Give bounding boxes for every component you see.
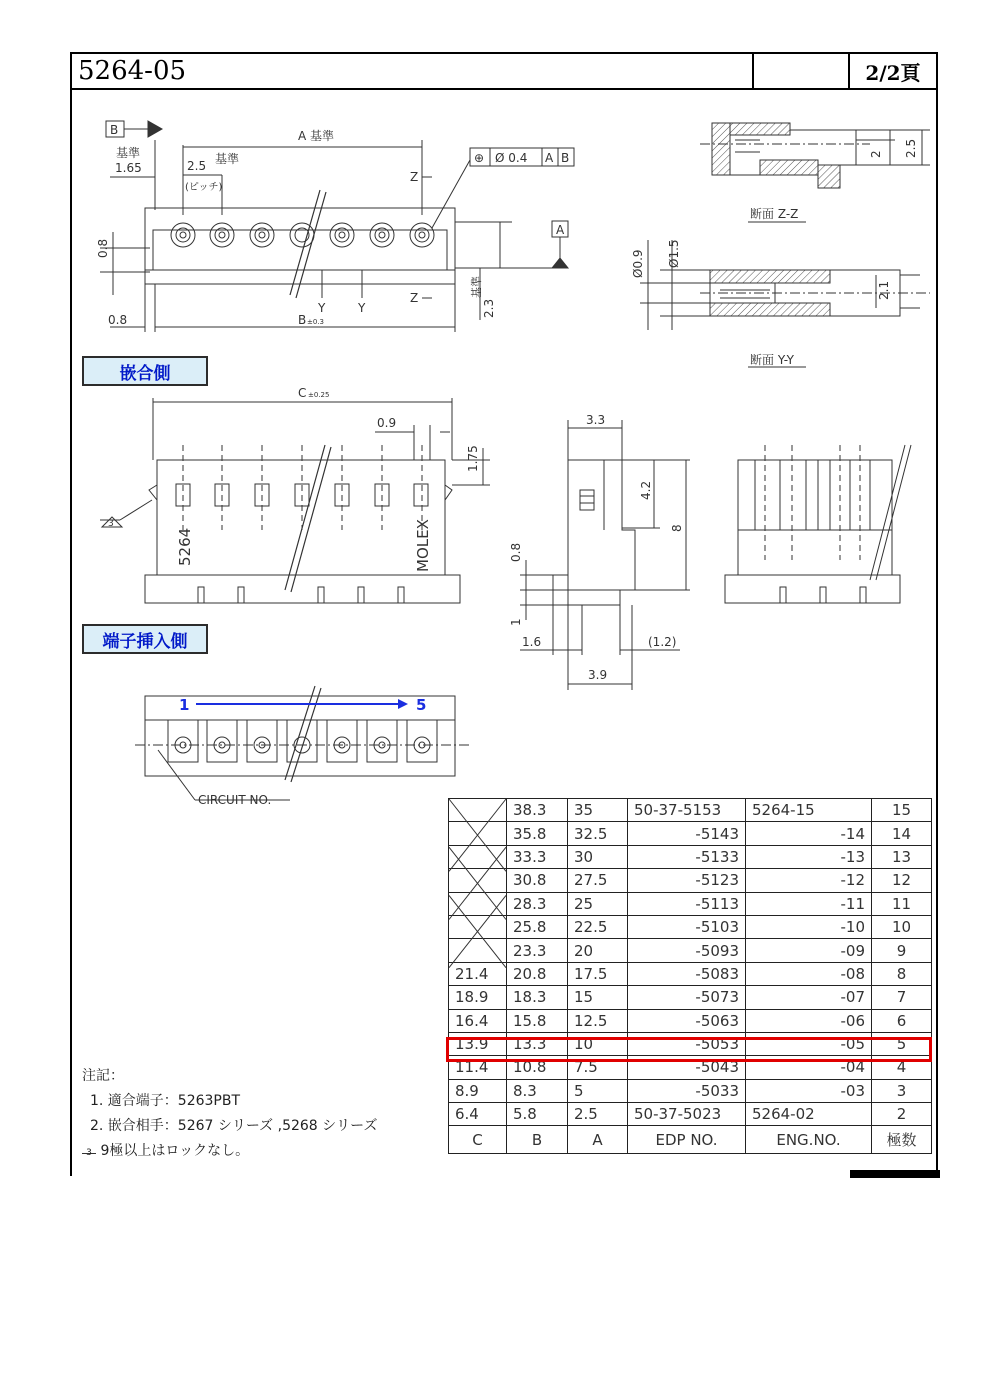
- circuit-first: 1: [179, 696, 190, 714]
- table-cell: 30.8: [507, 869, 568, 892]
- table-cell: 3: [872, 1079, 932, 1102]
- table-cell: 11.4: [449, 1056, 507, 1079]
- table-cell: -11: [746, 892, 872, 915]
- table-cell: 13.3: [507, 1032, 568, 1055]
- notes-block: [82, 1064, 377, 1164]
- table-cell: 32.5: [568, 822, 628, 845]
- table-cell: 8.9: [449, 1079, 507, 1102]
- table-cell: 12: [872, 869, 932, 892]
- note-3-triangle-icon: 3: [82, 1141, 96, 1154]
- section-y-right: Y: [358, 301, 366, 315]
- yy-dim-21: 2.1: [877, 280, 891, 300]
- dimension-table: [448, 798, 932, 1154]
- table-cell: 27.5: [568, 869, 628, 892]
- zz-caption: 断面 Z-Z: [750, 207, 799, 221]
- table-cell: 50-37-5153: [628, 799, 746, 822]
- table-cell: -12: [746, 869, 872, 892]
- zz-dim-25: 2.5: [904, 138, 918, 158]
- table-row: [449, 986, 932, 1009]
- table-cell: -08: [746, 962, 872, 985]
- dim-08-bottom: 0.8: [108, 313, 128, 327]
- table-cell: 7.5: [568, 1056, 628, 1079]
- dim-1-side: 1: [509, 618, 523, 626]
- table-row: [449, 1079, 932, 1102]
- table-cell: 5264-15: [746, 799, 872, 822]
- table-cell: [449, 799, 507, 822]
- note-2: 2. 嵌合相手：5267 シリーズ ,5268 シリーズ: [90, 1118, 378, 1134]
- table-cell: -05: [746, 1032, 872, 1055]
- table-cell: 18.3: [507, 986, 568, 1009]
- table-column-header: EDP NO.: [628, 1126, 746, 1154]
- table-cell: 38.3: [507, 799, 568, 822]
- table-cell: 33.3: [507, 845, 568, 868]
- table-cell: -14: [746, 822, 872, 845]
- tolerance-datum-b: B: [561, 151, 570, 165]
- table-column-header: C: [449, 1126, 507, 1154]
- yy-dim-15: Ø1.5: [667, 239, 681, 268]
- table-cell: [449, 892, 507, 915]
- page-number: 2/2頁: [865, 60, 921, 85]
- table-column-header: B: [507, 1126, 568, 1154]
- table-cell: 30: [568, 845, 628, 868]
- dim-a-label: A 基準: [298, 129, 335, 143]
- table-cell: 5: [872, 1032, 932, 1055]
- dim-09-front: 0.9: [377, 416, 397, 430]
- table-row: [449, 1103, 932, 1126]
- table-cell: 15: [872, 799, 932, 822]
- table-cell: 13.9: [449, 1032, 507, 1055]
- table-cell: -13: [746, 845, 872, 868]
- dim-42: 4.2: [639, 480, 653, 500]
- table-cell: -5133: [628, 845, 746, 868]
- table-cell: -03: [746, 1079, 872, 1102]
- table-cell: [449, 915, 507, 938]
- yy-dim-09: Ø0.9: [631, 249, 645, 278]
- table-cell: 15: [568, 986, 628, 1009]
- table-cell: 9: [872, 939, 932, 962]
- table-cell: -5063: [628, 1009, 746, 1032]
- note-3: [82, 1139, 377, 1164]
- table-cell: [449, 869, 507, 892]
- table-cell: 2: [872, 1103, 932, 1126]
- table-cell: 25.8: [507, 915, 568, 938]
- dim-08-side: 0.8: [509, 542, 523, 562]
- table-row: [449, 799, 932, 822]
- table-cell: [449, 822, 507, 845]
- table-cell: 14: [872, 822, 932, 845]
- table-cell: 13: [872, 845, 932, 868]
- table-cell: -10: [746, 915, 872, 938]
- table-cell: [449, 939, 507, 962]
- table-row: [449, 892, 932, 915]
- dim-23: 2.3: [482, 298, 496, 318]
- table-cell: 5.8: [507, 1103, 568, 1126]
- table-cell: -5043: [628, 1056, 746, 1079]
- dim-16: 1.6: [522, 635, 542, 649]
- dim-175: 1.75: [466, 445, 480, 472]
- dim-165: 1.65: [115, 161, 142, 175]
- mating-side-label: 嵌合側: [82, 356, 208, 386]
- dim-39: 3.9: [588, 668, 608, 682]
- pitch-note: (ピッチ): [185, 182, 223, 193]
- dim-c-label: C: [298, 386, 307, 400]
- table-cell: -5113: [628, 892, 746, 915]
- kijun-label-3: 基準: [470, 276, 483, 298]
- table-cell: 28.3: [507, 892, 568, 915]
- table-cell: -5083: [628, 962, 746, 985]
- table-cell: -07: [746, 986, 872, 1009]
- table-header-row: [449, 1126, 932, 1154]
- table-cell: [449, 845, 507, 868]
- part-number: 5264-05: [72, 54, 754, 88]
- table-cell: 50-37-5023: [628, 1103, 746, 1126]
- dim-c-tolerance: ±0.25: [308, 391, 330, 399]
- table-cell: 6.4: [449, 1103, 507, 1126]
- table-cell: 17.5: [568, 962, 628, 985]
- table-cell: 2.5: [568, 1103, 628, 1126]
- table-column-header: A: [568, 1126, 628, 1154]
- datum-b-label: B: [110, 123, 119, 137]
- zz-dim-2: 2: [869, 150, 883, 158]
- table-cell: 35.8: [507, 822, 568, 845]
- dim-08-left: 0.8: [96, 238, 110, 258]
- table-cell: 7: [872, 986, 932, 1009]
- marking-molex: MOLEX: [414, 519, 432, 572]
- table-cell: -5103: [628, 915, 746, 938]
- terminal-insertion-side-label: 端子挿入側: [82, 624, 208, 654]
- table-cell: 20: [568, 939, 628, 962]
- table-row: [449, 869, 932, 892]
- dim-33: 3.3: [586, 413, 606, 427]
- table-row: [449, 939, 932, 962]
- table-cell: -09: [746, 939, 872, 962]
- dim-b-tolerance: ±0.3: [307, 318, 324, 326]
- table-cell: 10: [872, 915, 932, 938]
- table-cell: 12.5: [568, 1009, 628, 1032]
- table-cell: 20.8: [507, 962, 568, 985]
- table-column-header: 極数: [872, 1126, 932, 1154]
- dim-b-label: B: [298, 313, 307, 327]
- note-3-marker: 3: [108, 519, 114, 529]
- table-cell: 8.3: [507, 1079, 568, 1102]
- table-row: [449, 915, 932, 938]
- kijun-label-1: 基準: [116, 146, 141, 160]
- table-cell: 16.4: [449, 1009, 507, 1032]
- dim-8: 8: [670, 524, 684, 532]
- circuit-last: 5: [416, 696, 427, 714]
- yy-caption: 断面 Y-Y: [750, 353, 794, 367]
- table-cell: 10.8: [507, 1056, 568, 1079]
- tolerance-datum-a: A: [545, 151, 554, 165]
- table-row: [449, 845, 932, 868]
- table-cell: 22.5: [568, 915, 628, 938]
- table-cell: 18.9: [449, 986, 507, 1009]
- table-cell: -5073: [628, 986, 746, 1009]
- dim-pitch: 2.5: [187, 159, 207, 173]
- table-cell: -06: [746, 1009, 872, 1032]
- table-column-header: ENG.NO.: [746, 1126, 872, 1154]
- table-cell: 6: [872, 1009, 932, 1032]
- table-cell: -5053: [628, 1032, 746, 1055]
- tolerance-symbol: ⊕: [474, 151, 485, 165]
- table-cell: 15.8: [507, 1009, 568, 1032]
- table-cell: 10: [568, 1032, 628, 1055]
- table-row: [449, 962, 932, 985]
- tolerance-value: Ø 0.4: [495, 151, 528, 165]
- circuit-direction-arrow: [196, 699, 408, 709]
- table-cell: 5264-02: [746, 1103, 872, 1126]
- table-cell: 8: [872, 962, 932, 985]
- table-cell: -04: [746, 1056, 872, 1079]
- kijun-label-2: 基準: [215, 152, 240, 166]
- table-cell: 23.3: [507, 939, 568, 962]
- highlight-row-frame: [446, 1037, 932, 1062]
- table-cell: 21.4: [449, 962, 507, 985]
- section-z-top: Z: [410, 170, 419, 184]
- footer-bar: [850, 1170, 940, 1178]
- table-cell: 11: [872, 892, 932, 915]
- table-cell: -5123: [628, 869, 746, 892]
- dim-12: (1.2): [648, 635, 677, 649]
- note-3-text: 9極以上はロックなし。: [100, 1143, 250, 1159]
- insertion-view-body: [145, 696, 455, 776]
- note-1: 1. 適合端子：5263PBT: [90, 1093, 241, 1109]
- table-row: [449, 1009, 932, 1032]
- section-z-bottom: Z: [410, 291, 419, 305]
- table-cell: 25: [568, 892, 628, 915]
- notes-title: 注記：: [82, 1068, 124, 1084]
- table-cell: -5093: [628, 939, 746, 962]
- marking-5264: 5264: [176, 527, 194, 566]
- table-row: [449, 822, 932, 845]
- table-cell: -5033: [628, 1079, 746, 1102]
- table-cell: 4: [872, 1056, 932, 1079]
- datum-a-label: A: [556, 223, 565, 237]
- table-cell: 5: [568, 1079, 628, 1102]
- table-cell: -5143: [628, 822, 746, 845]
- circuit-no-label: CIRCUIT NO.: [198, 793, 272, 807]
- section-y-left: Y: [318, 301, 326, 315]
- table-cell: 35: [568, 799, 628, 822]
